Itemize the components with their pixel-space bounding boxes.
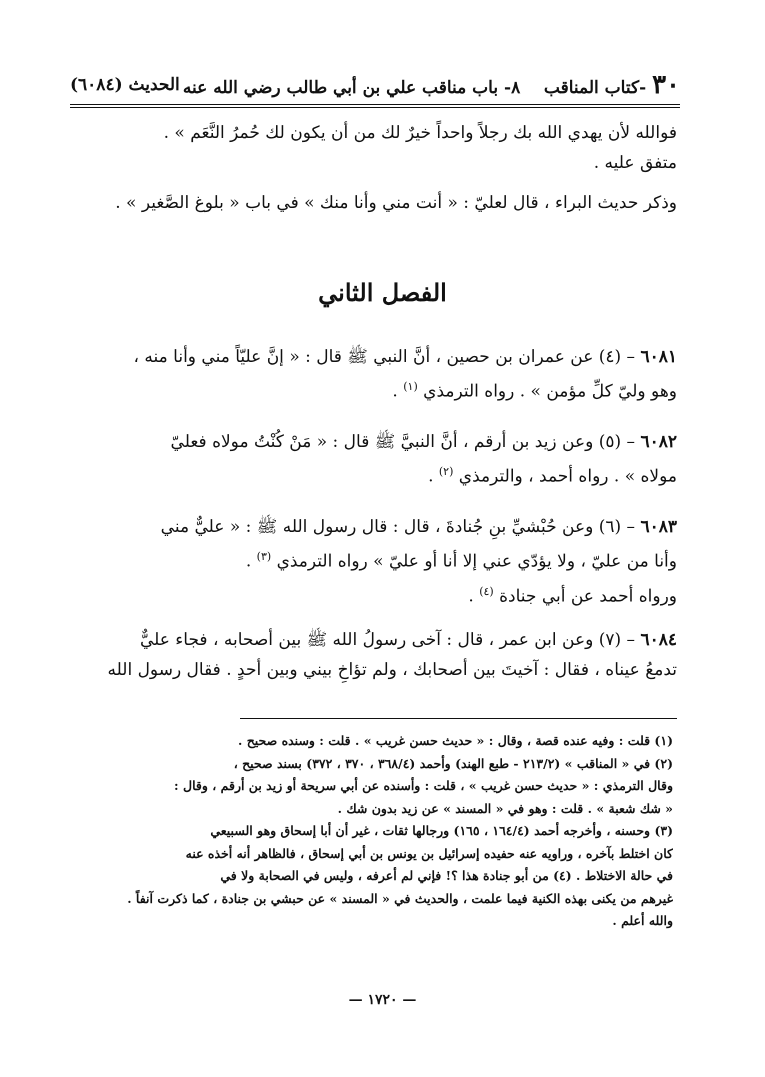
footnote-ref: (٣) xyxy=(256,550,272,563)
footnote-line: والله أعلم . xyxy=(612,913,673,928)
hadith-number: ٦٠٨٤ xyxy=(640,630,677,650)
chapter-title: ٨- باب مناقب علي بن أبي طالب رضي الله عنه xyxy=(182,78,521,98)
hadith-range: الحديث (٦٠٨٤) xyxy=(70,75,180,95)
footnote-rule xyxy=(240,718,677,719)
page-footer-number: — ١٧٢٠ — xyxy=(348,992,417,1008)
hadith-text: مولاه » . رواه أحمد ، والترمذي xyxy=(458,466,677,487)
intro-line: وذكر حديث البراء ، قال لعليّ : « أنت مني وأنا منك » في باب « بلوغ الصَّغير » . xyxy=(115,193,677,213)
hadith-text: تدمعُ عيناه ، فقال : آخيتَ بين أصحابك ، ولم تؤاخِ بيني وبين أحدٍ . فقال رسول الله xyxy=(107,660,677,680)
hadith-6083: ٦٠٨٣ – (٦) وعن حُبْشيِّ بنِ جُنادةَ ، قال : قال رسول الله ﷺ : « عليٌّ مني وأنا من عليّ ، ولا يؤدّي عني إلا أنا أو عليّ » رواه الترمذي $^{(٣)}$ . ورواه أحمد عن أبي جنادة $^{(٤)}$ . xyxy=(160,517,677,607)
intro-line: فوالله لأن يهدي الله بك رجلاً واحداً خيرٌ لك من أن يكون لك حُمرُ النَّعَم » . xyxy=(163,123,677,143)
footnote-ref: (٤) xyxy=(479,584,494,598)
hadith-text: وهو وليّ كلِّ مؤمن » . رواه الترمذي xyxy=(423,381,677,402)
footnote-line: (٢) في « المناقب » (٢١٣/٢ - طبع الهند) وأحمد (٣٦٨/٤ ، ٣٧٠ ، ٣٧٢) بسند صحيح ، xyxy=(233,755,673,771)
intro-line: متفق عليه . xyxy=(593,153,677,173)
hadith-text: ورواه أحمد عن أبي جنادة xyxy=(499,586,677,607)
footnotes xyxy=(75,730,673,933)
footnote-line: (٣) وحسنه ، وأخرجه أحمد (١٦٤/٤ ، ١٦٥) ورجالها ثقات ، غير أن أبا إسحاق وهو السبيعي xyxy=(210,823,673,838)
hadith-text: وأنا من عليّ ، ولا يؤدّي عني إلا أنا أو عليّ » رواه الترمذي xyxy=(276,551,677,572)
hadith-text: – (٥) وعن زيد بن أرقم ، أنَّ النبيَّ ﷺ قال : « مَنْ كُنْتُ مولاه فعليّ xyxy=(170,432,636,452)
page-number: ٣٠ xyxy=(652,70,680,100)
hadith-text: – (٤) عن عمران بن حصين ، أنَّ النبي ﷺ قال : « إنَّ عليّاً مني وأنا منه ، xyxy=(133,347,636,367)
hadith-text: – (٧) وعن ابن عمر ، قال : آخى رسولُ الله ﷺ بين أصحابه ، فجاء عليٌّ xyxy=(139,630,636,650)
header-rule-thin xyxy=(70,107,680,108)
hadith-number: ٦٠٨٢ xyxy=(640,432,677,452)
running-header xyxy=(70,68,680,102)
hadith-number: ٦٠٨٣ xyxy=(640,517,677,537)
footnote-ref: (١) xyxy=(403,380,418,393)
book-title: -كتاب المناقب xyxy=(543,78,647,98)
footnote-line: غيرهم من يكنى بهذه الكنية فيما علمت ، والحديث في « المسند » عن حبشي بن جنادة ، كما ذكرت آنفاً . xyxy=(127,890,673,906)
header-right xyxy=(183,70,680,100)
footnote-line: (١) قلت : وفيه عنده قصة ، وقال : « حديث حسن غريب » . قلت : وسنده صحيح . xyxy=(237,733,673,748)
hadith-number: ٦٠٨١ xyxy=(640,347,677,367)
footnote-line: في حالة الاختلاط . (٤) من أبو جنادة هذا ؟! فإني لم أعرفه ، وليس في الصحابة ولا في xyxy=(220,868,673,883)
footnote-line: كان اختلط بآخره ، وراويه عنه حفيده إسرائيل بن يونس بن أبي إسحاق ، فالظاهر أنه أخذه عنه xyxy=(185,845,673,861)
section-title: الفصل الثاني xyxy=(318,278,447,307)
hadith-6082: ٦٠٨٢ – (٥) وعن زيد بن أرقم ، أنَّ النبيَّ ﷺ قال : « مَنْ كُنْتُ مولاه فعليّ مولاه » . رواه أحمد ، والترمذي $^{(٢)}$ . xyxy=(170,432,677,487)
hadith-text: – (٦) وعن حُبْشيِّ بنِ جُنادةَ ، قال : قال رسول الله ﷺ : « عليٌّ مني xyxy=(160,517,636,537)
footnote-ref: (٢) xyxy=(438,465,454,478)
footnote-line: « شك شعبة » . قلت : وهو في « المسند » عن زيد بدون شك . xyxy=(337,800,673,816)
hadith-6081: ٦٠٨١ – (٤) عن عمران بن حصين ، أنَّ النبي ﷺ قال : « إنَّ عليّاً مني وأنا منه ، وهو وليّ كلِّ مؤمن » . رواه الترمذي $^{(١)}$ . xyxy=(133,347,677,402)
hadith-6084 xyxy=(70,625,677,685)
footnote-line: وقال الترمذي : « حديث حسن غريب » ، قلت : وأسنده عن أبي سريحة أو زيد بن أرقم ، وقال : xyxy=(174,778,673,793)
header-rule xyxy=(70,104,680,105)
intro-block xyxy=(70,118,677,218)
